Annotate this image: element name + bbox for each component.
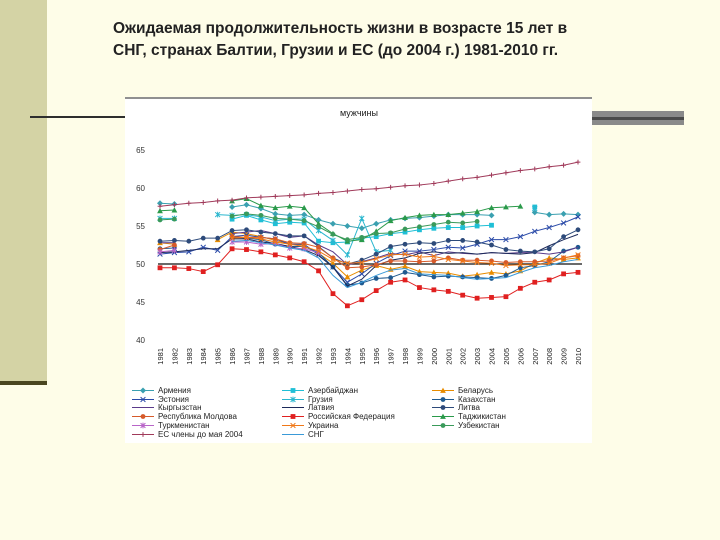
data-point xyxy=(258,230,263,235)
legend-swatch-marker xyxy=(291,388,296,393)
data-point xyxy=(576,227,581,232)
data-point xyxy=(489,212,495,218)
legend-swatch xyxy=(431,395,455,404)
data-point xyxy=(403,183,408,188)
data-point xyxy=(273,194,278,199)
data-point xyxy=(374,186,379,191)
data-point xyxy=(388,244,393,249)
data-point xyxy=(345,303,350,308)
data-point xyxy=(316,191,321,196)
series-line xyxy=(160,162,578,206)
data-point xyxy=(374,262,379,267)
data-point xyxy=(388,280,393,285)
data-point xyxy=(258,213,263,218)
x-tick-label: 1994 xyxy=(343,348,353,365)
data-point xyxy=(504,170,509,175)
legend-swatch xyxy=(281,386,305,395)
data-point xyxy=(345,237,350,242)
data-point xyxy=(345,252,350,258)
data-point xyxy=(359,216,364,222)
data-point xyxy=(431,275,436,280)
legend-swatch xyxy=(431,386,455,395)
data-point xyxy=(403,242,408,247)
legend-label: Казахстан xyxy=(458,394,496,404)
data-point xyxy=(186,201,191,206)
slide-title-line-1: Ожидаемая продолжительность жизни в возрасте 15 лет в xyxy=(113,20,568,37)
data-point xyxy=(331,232,336,237)
data-point xyxy=(345,265,350,270)
life-expectancy-chart xyxy=(125,97,592,383)
data-point xyxy=(417,183,422,188)
data-point xyxy=(460,293,465,298)
x-tick-label: 1997 xyxy=(386,348,396,365)
y-tick-label: 40 xyxy=(136,336,145,345)
data-point xyxy=(258,195,263,200)
legend-label: Эстония xyxy=(158,394,189,404)
data-point xyxy=(489,295,494,300)
data-point xyxy=(388,185,393,190)
legend-swatch-marker xyxy=(441,423,446,428)
data-point xyxy=(273,252,278,257)
data-point xyxy=(475,240,480,245)
x-axis xyxy=(156,348,583,365)
data-point xyxy=(388,230,393,235)
data-point xyxy=(446,220,451,225)
x-tick-label: 1983 xyxy=(184,348,194,365)
data-point xyxy=(158,239,163,244)
y-axis xyxy=(136,146,582,345)
data-point xyxy=(532,167,537,172)
data-point xyxy=(403,278,408,283)
data-point xyxy=(316,224,321,229)
legend-swatch xyxy=(131,395,155,404)
data-point xyxy=(417,285,422,290)
data-point xyxy=(316,239,321,244)
data-point xyxy=(158,265,163,270)
series-12 xyxy=(158,239,321,255)
chart-title: мужчины xyxy=(340,108,378,118)
y-tick-label: 55 xyxy=(136,222,145,231)
data-point xyxy=(201,236,206,241)
legend-swatch xyxy=(431,403,455,412)
legend-label: Кыргызстан xyxy=(158,403,202,413)
legend-swatch xyxy=(281,412,305,421)
data-point xyxy=(201,269,206,274)
data-point xyxy=(431,181,436,186)
x-tick-label: 1988 xyxy=(256,348,266,365)
data-point xyxy=(374,231,379,236)
data-point xyxy=(547,278,552,283)
data-point xyxy=(172,238,177,243)
x-tick-label: 2004 xyxy=(487,348,497,365)
data-point xyxy=(158,204,163,209)
data-point xyxy=(504,247,509,252)
data-point xyxy=(172,243,177,248)
data-point xyxy=(561,211,567,217)
data-point xyxy=(230,214,235,219)
x-tick-label: 2006 xyxy=(516,348,526,365)
decorative-title-rule xyxy=(30,116,130,118)
data-point xyxy=(287,193,292,198)
data-point xyxy=(273,231,278,236)
data-point xyxy=(504,294,509,299)
data-point xyxy=(287,256,292,261)
legend-label: Республика Молдова xyxy=(158,412,237,422)
data-point xyxy=(186,266,191,271)
y-tick-label: 65 xyxy=(136,146,145,155)
x-tick-label: 2008 xyxy=(545,348,555,365)
x-tick-label: 2005 xyxy=(501,348,511,365)
data-point xyxy=(215,236,220,241)
data-point xyxy=(431,259,436,264)
x-tick-label: 1998 xyxy=(401,348,411,365)
series-line xyxy=(160,210,174,211)
data-point xyxy=(547,246,552,251)
data-point xyxy=(215,262,220,267)
data-point xyxy=(475,175,480,180)
data-point xyxy=(417,224,422,229)
data-point xyxy=(518,286,523,291)
data-point xyxy=(172,265,177,270)
data-point xyxy=(373,221,379,227)
x-tick-label: 2010 xyxy=(574,348,583,365)
data-point xyxy=(576,160,581,165)
data-point xyxy=(273,216,278,221)
data-point xyxy=(374,288,379,293)
legend-label: Латвия xyxy=(308,403,335,413)
data-point xyxy=(475,219,480,224)
data-point xyxy=(403,259,408,264)
data-point xyxy=(302,233,307,238)
legend-label: Литва xyxy=(458,403,480,413)
x-tick-label: 2000 xyxy=(429,348,439,365)
data-point xyxy=(258,203,264,208)
data-point xyxy=(359,265,364,270)
data-point xyxy=(403,227,408,232)
data-point xyxy=(374,252,379,257)
legend-label: Грузия xyxy=(308,394,333,404)
data-point xyxy=(518,249,523,254)
data-point xyxy=(244,227,249,232)
data-point xyxy=(547,164,552,169)
decorative-left-bar-rule xyxy=(0,381,47,385)
x-tick-label: 1981 xyxy=(156,348,165,365)
data-point xyxy=(546,212,552,218)
legend-label: Беларусь xyxy=(458,386,493,395)
data-point xyxy=(561,163,566,168)
data-point xyxy=(330,221,336,227)
data-point xyxy=(561,271,566,276)
data-point xyxy=(417,259,422,264)
legend-swatch-marker xyxy=(291,414,296,419)
data-point xyxy=(532,249,537,254)
data-point xyxy=(287,217,292,222)
data-point xyxy=(344,223,350,229)
data-point xyxy=(331,291,336,296)
data-point xyxy=(489,243,494,248)
data-point xyxy=(417,240,422,245)
legend-label: Узбекистан xyxy=(458,420,500,430)
data-point xyxy=(475,224,480,229)
data-point xyxy=(446,289,451,294)
legend-swatch xyxy=(281,421,305,430)
data-point xyxy=(172,217,177,222)
slide-title xyxy=(113,18,673,62)
legend-swatch xyxy=(131,386,155,395)
series-line xyxy=(535,212,578,214)
data-point xyxy=(460,238,465,243)
legend-swatch xyxy=(281,430,305,439)
data-point xyxy=(258,249,263,254)
legend-label: Таджикистан xyxy=(458,412,506,422)
x-tick-label: 1992 xyxy=(314,348,324,365)
legend-label: Украина xyxy=(308,420,339,430)
x-tick-label: 1995 xyxy=(357,348,367,365)
data-point xyxy=(518,168,523,173)
data-point xyxy=(460,225,465,230)
series-0 xyxy=(157,200,581,231)
data-point xyxy=(576,270,581,275)
series-layer xyxy=(157,160,581,308)
data-point xyxy=(229,204,235,210)
data-point xyxy=(388,259,393,264)
data-point xyxy=(388,275,393,280)
data-point xyxy=(302,259,307,264)
legend-swatch xyxy=(281,395,305,404)
x-tick-label: 1993 xyxy=(328,348,338,365)
data-point xyxy=(244,247,249,252)
legend-label: СНГ xyxy=(308,429,324,439)
decorative-left-bar xyxy=(0,0,47,383)
data-point xyxy=(186,239,191,244)
x-tick-label: 1991 xyxy=(300,348,310,365)
data-point xyxy=(460,221,465,226)
y-tick-label: 60 xyxy=(136,184,145,193)
x-tick-label: 1999 xyxy=(415,348,425,365)
chart-legend xyxy=(131,383,586,443)
data-point xyxy=(561,234,566,239)
data-point xyxy=(431,241,436,246)
x-tick-label: 1982 xyxy=(170,348,180,365)
legend-label: Туркменистан xyxy=(158,420,210,430)
legend-label: Армения xyxy=(158,386,191,395)
data-point xyxy=(302,218,307,223)
data-point xyxy=(460,176,465,181)
data-point xyxy=(359,297,364,302)
x-tick-label: 2009 xyxy=(559,348,569,365)
x-tick-label: 2007 xyxy=(530,348,540,365)
legend-swatch xyxy=(281,403,305,412)
slide-title-line-2: СНГ, странах Балтии, Грузии и ЕС (до 2004 г.) 1981-2010 гг. xyxy=(113,42,559,59)
data-point xyxy=(331,190,336,195)
data-point xyxy=(359,235,364,240)
data-point xyxy=(272,211,278,217)
x-tick-label: 1984 xyxy=(199,348,209,365)
legend-swatch xyxy=(131,403,155,412)
legend-swatch-marker xyxy=(141,432,146,437)
data-point xyxy=(446,238,451,243)
data-point xyxy=(244,211,249,216)
legend-label: Азербайджан xyxy=(308,386,359,395)
decorative-right-band-rule xyxy=(592,117,684,120)
data-point xyxy=(215,199,220,204)
data-point xyxy=(243,202,249,208)
y-tick-label: 50 xyxy=(136,260,145,269)
data-point xyxy=(489,223,494,228)
legend-swatch-marker xyxy=(141,414,146,419)
data-point xyxy=(230,246,235,251)
legend-swatch xyxy=(131,421,155,430)
x-tick-label: 1996 xyxy=(372,348,382,365)
data-point xyxy=(158,218,163,223)
legend-swatch xyxy=(431,421,455,430)
data-point xyxy=(446,179,451,184)
data-point xyxy=(316,268,321,273)
x-tick-label: 2003 xyxy=(473,348,483,365)
legend-swatch xyxy=(131,412,155,421)
legend-swatch-marker xyxy=(441,405,446,410)
x-tick-label: 1989 xyxy=(271,348,281,365)
x-tick-label: 1990 xyxy=(285,348,295,365)
data-point xyxy=(403,270,408,275)
data-point xyxy=(460,258,465,263)
legend-swatch-marker xyxy=(140,388,146,394)
series-10 xyxy=(158,246,581,308)
x-tick-label: 1987 xyxy=(242,348,252,365)
data-point xyxy=(532,280,537,285)
data-point xyxy=(561,221,566,226)
data-point xyxy=(359,225,365,231)
x-tick-label: 1985 xyxy=(213,348,223,365)
legend-label: ЕС члены до мая 2004 xyxy=(158,429,243,439)
data-point xyxy=(431,222,436,227)
legend-swatch xyxy=(131,430,155,439)
data-point xyxy=(345,189,350,194)
data-point xyxy=(431,287,436,292)
data-point xyxy=(475,296,480,301)
legend-label: Российская Федерация xyxy=(308,412,395,422)
data-point xyxy=(230,228,235,233)
data-point xyxy=(489,173,494,178)
data-point xyxy=(446,225,451,230)
x-tick-label: 2001 xyxy=(444,348,454,365)
y-tick-label: 45 xyxy=(136,298,145,307)
series-15 xyxy=(158,160,581,209)
x-tick-label: 2002 xyxy=(458,348,468,365)
legend-swatch xyxy=(431,412,455,421)
data-point xyxy=(302,192,307,197)
data-point xyxy=(359,187,364,192)
data-point xyxy=(287,233,292,238)
x-tick-label: 1986 xyxy=(228,348,238,365)
series-11 xyxy=(157,196,523,244)
legend-swatch-marker xyxy=(441,397,446,402)
data-point xyxy=(374,276,379,281)
data-point xyxy=(201,200,206,205)
